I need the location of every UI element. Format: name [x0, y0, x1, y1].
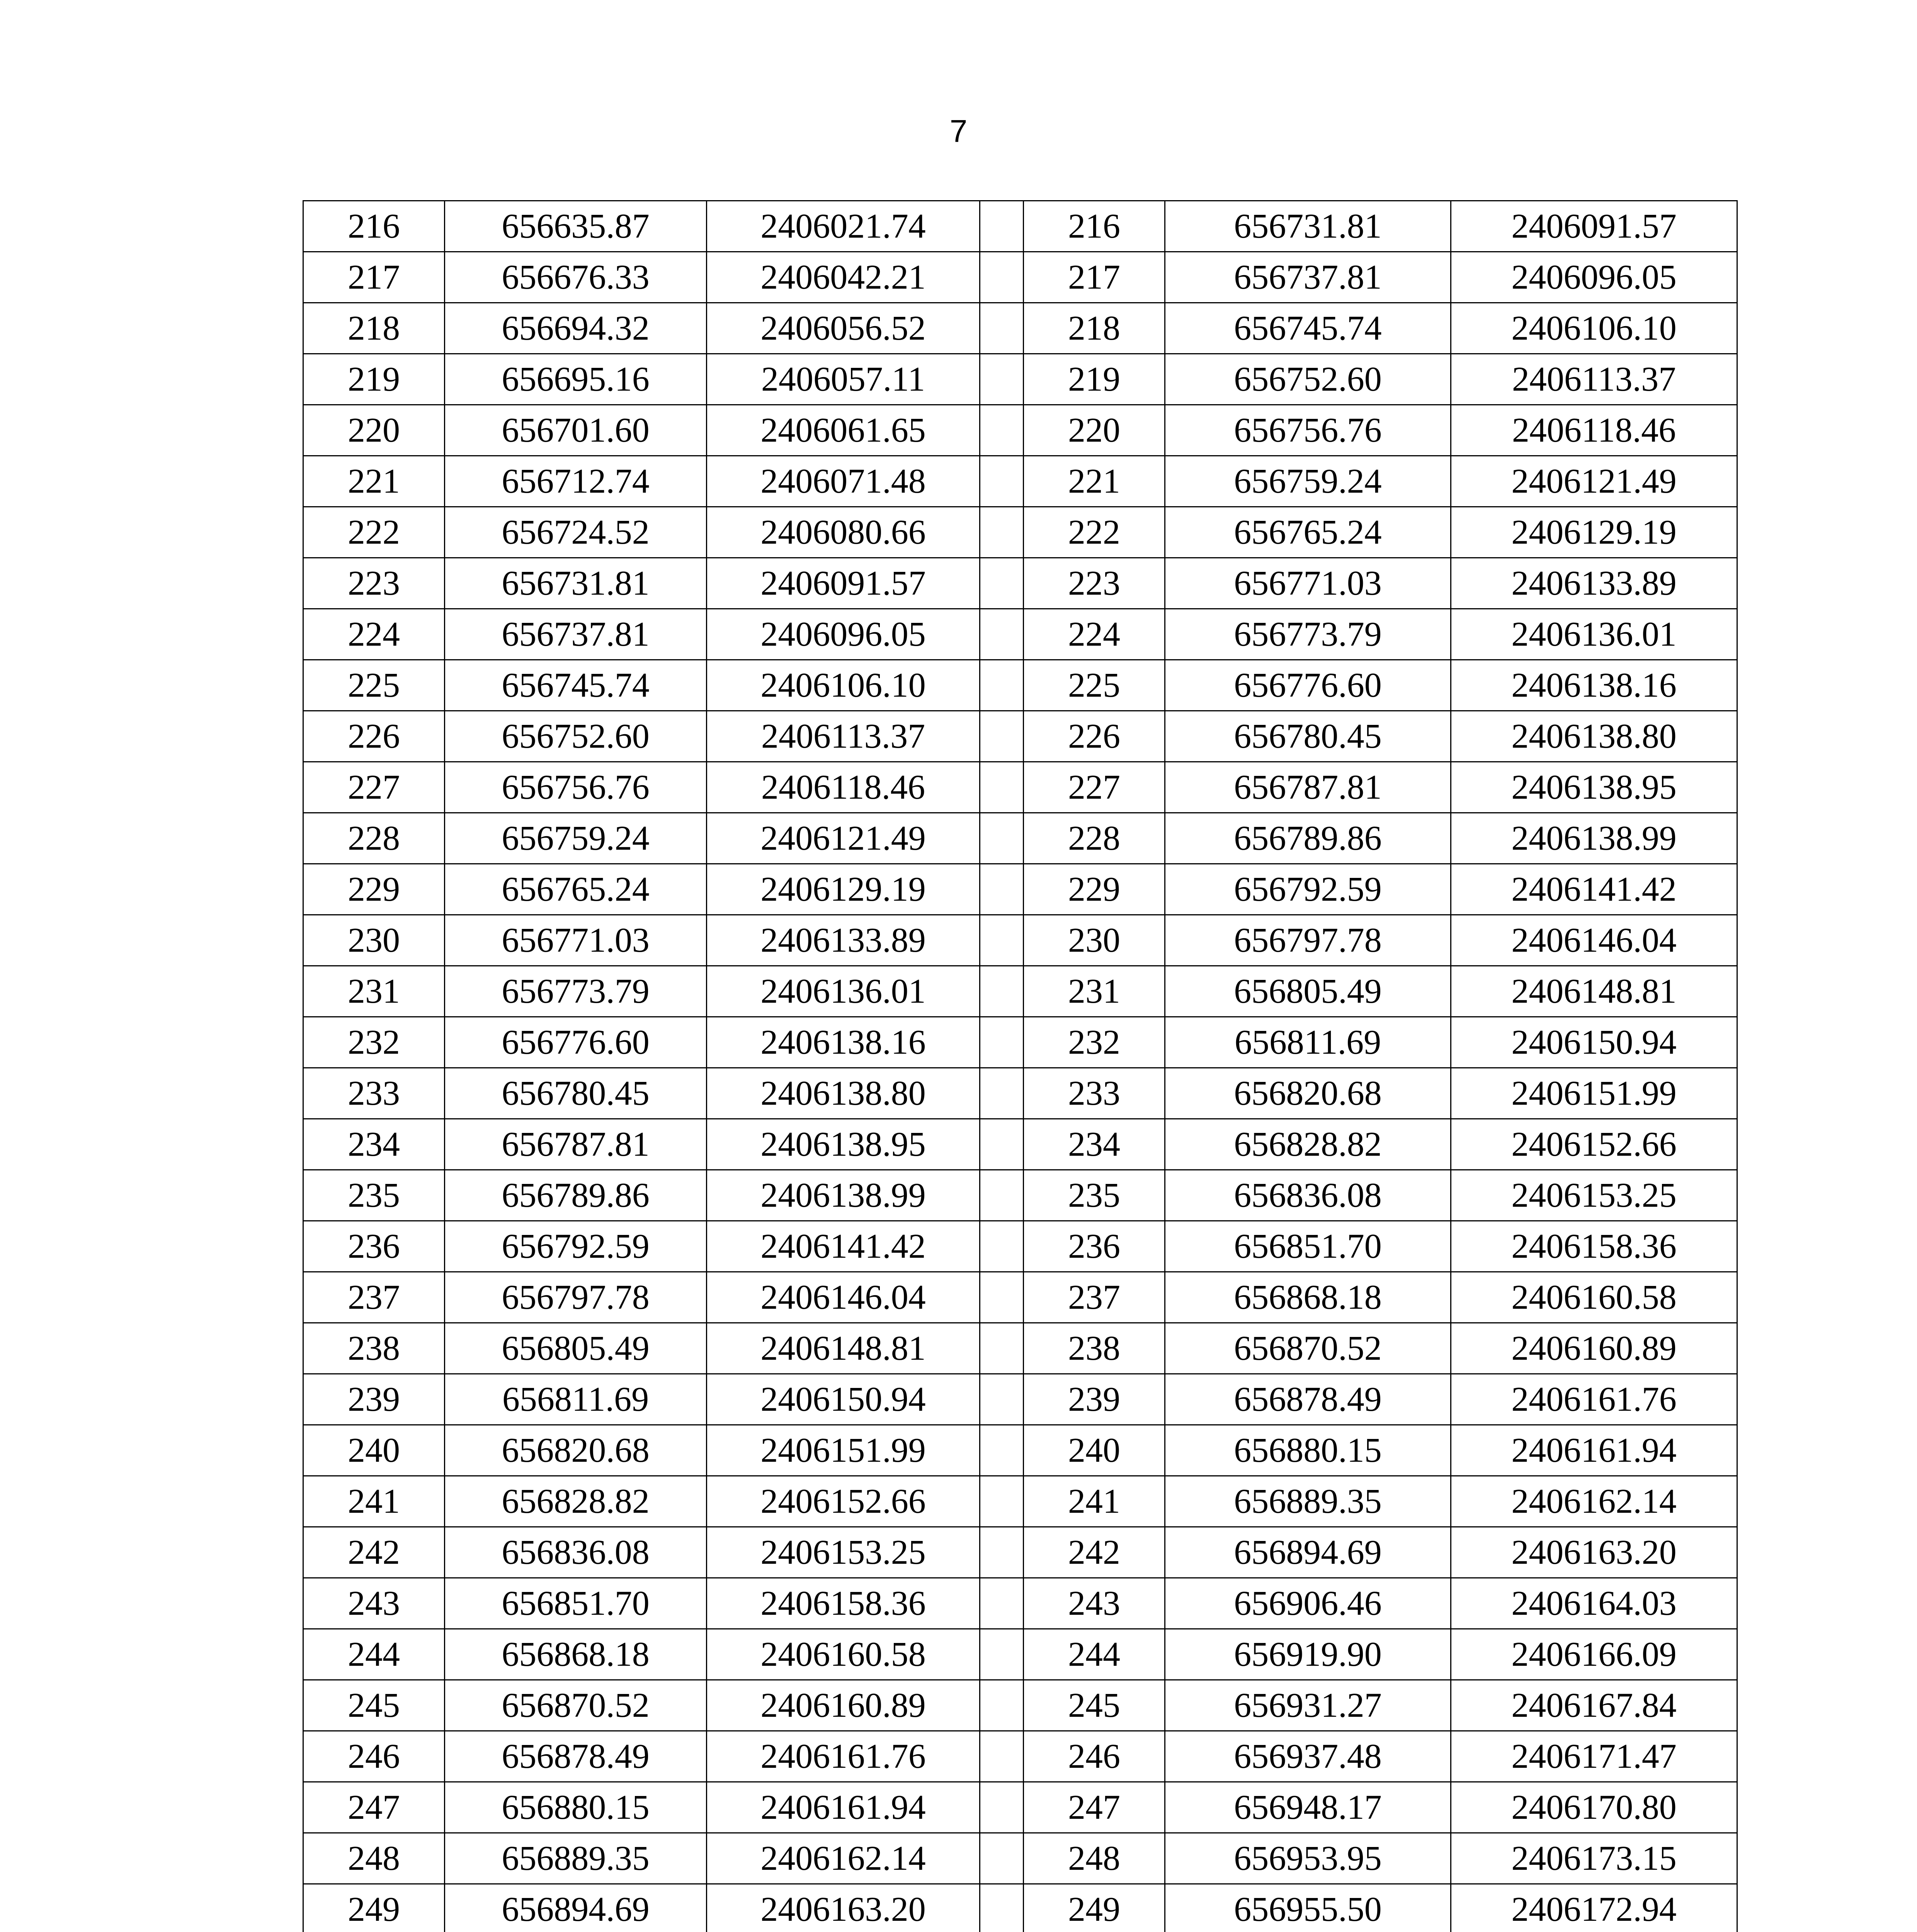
table-row: [303, 201, 1737, 252]
right-point-number-cell: 216: [1024, 201, 1165, 252]
separator-cell: [980, 609, 1024, 660]
separator-cell: [980, 864, 1024, 915]
table-row: [303, 1119, 1737, 1170]
table-row: [303, 864, 1737, 915]
right-x-coordinate-cell: 656811.69: [1165, 1017, 1451, 1068]
right-point-number-cell: 232: [1024, 1017, 1165, 1068]
separator-cell: [980, 1527, 1024, 1578]
left-point-number-cell: 246: [303, 1731, 445, 1782]
left-x-coordinate-cell: 656797.78: [445, 1272, 707, 1323]
table-row: [303, 1476, 1737, 1527]
left-x-coordinate-cell: 656745.74: [445, 660, 707, 711]
right-point-number-cell: 231: [1024, 966, 1165, 1017]
right-point-number-cell: 218: [1024, 303, 1165, 354]
left-x-coordinate-cell: 656756.76: [445, 762, 707, 813]
left-x-coordinate-cell: 656724.52: [445, 507, 707, 558]
right-point-number-cell: 226: [1024, 711, 1165, 762]
right-y-coordinate-cell: 2406158.36: [1451, 1221, 1737, 1272]
left-y-coordinate-cell: 2406148.81: [707, 1323, 980, 1374]
right-x-coordinate-cell: 656836.08: [1165, 1170, 1451, 1221]
right-x-coordinate-cell: 656894.69: [1165, 1527, 1451, 1578]
left-point-number-cell: 240: [303, 1425, 445, 1476]
left-y-coordinate-cell: 2406161.76: [707, 1731, 980, 1782]
left-point-number-cell: 249: [303, 1884, 445, 1932]
left-point-number-cell: 218: [303, 303, 445, 354]
separator-cell: [980, 1221, 1024, 1272]
separator-cell: [980, 1068, 1024, 1119]
right-point-number-cell: 244: [1024, 1629, 1165, 1680]
right-y-coordinate-cell: 2406160.58: [1451, 1272, 1737, 1323]
right-x-coordinate-cell: 656776.60: [1165, 660, 1451, 711]
coordinates-table: [303, 200, 1738, 1932]
table-row: [303, 762, 1737, 813]
right-y-coordinate-cell: 2406113.37: [1451, 354, 1737, 405]
table-row: [303, 507, 1737, 558]
right-y-coordinate-cell: 2406091.57: [1451, 201, 1737, 252]
left-x-coordinate-cell: 656701.60: [445, 405, 707, 456]
left-y-coordinate-cell: 2406096.05: [707, 609, 980, 660]
right-point-number-cell: 225: [1024, 660, 1165, 711]
separator-cell: [980, 711, 1024, 762]
left-x-coordinate-cell: 656811.69: [445, 1374, 707, 1425]
left-y-coordinate-cell: 2406151.99: [707, 1425, 980, 1476]
right-x-coordinate-cell: 656787.81: [1165, 762, 1451, 813]
left-x-coordinate-cell: 656787.81: [445, 1119, 707, 1170]
table-row: [303, 1374, 1737, 1425]
left-x-coordinate-cell: 656694.32: [445, 303, 707, 354]
table-row: [303, 813, 1737, 864]
right-x-coordinate-cell: 656931.27: [1165, 1680, 1451, 1731]
page-number: 7: [949, 114, 968, 149]
right-point-number-cell: 227: [1024, 762, 1165, 813]
right-point-number-cell: 222: [1024, 507, 1165, 558]
left-y-coordinate-cell: 2406138.80: [707, 1068, 980, 1119]
right-x-coordinate-cell: 656780.45: [1165, 711, 1451, 762]
table-row: [303, 1680, 1737, 1731]
left-y-coordinate-cell: 2406136.01: [707, 966, 980, 1017]
table-row: [303, 405, 1737, 456]
right-x-coordinate-cell: 656880.15: [1165, 1425, 1451, 1476]
right-y-coordinate-cell: 2406106.10: [1451, 303, 1737, 354]
right-y-coordinate-cell: 2406121.49: [1451, 456, 1737, 507]
table-row: [303, 1884, 1737, 1932]
left-x-coordinate-cell: 656780.45: [445, 1068, 707, 1119]
right-y-coordinate-cell: 2406146.04: [1451, 915, 1737, 966]
right-point-number-cell: 237: [1024, 1272, 1165, 1323]
right-y-coordinate-cell: 2406172.94: [1451, 1884, 1737, 1932]
right-x-coordinate-cell: 656851.70: [1165, 1221, 1451, 1272]
table-row: [303, 252, 1737, 303]
separator-cell: [980, 558, 1024, 609]
left-x-coordinate-cell: 656695.16: [445, 354, 707, 405]
separator-cell: [980, 1476, 1024, 1527]
left-point-number-cell: 238: [303, 1323, 445, 1374]
table-row: [303, 1629, 1737, 1680]
right-y-coordinate-cell: 2406171.47: [1451, 1731, 1737, 1782]
left-point-number-cell: 219: [303, 354, 445, 405]
left-x-coordinate-cell: 656737.81: [445, 609, 707, 660]
left-y-coordinate-cell: 2406162.14: [707, 1833, 980, 1884]
separator-cell: [980, 1884, 1024, 1932]
right-y-coordinate-cell: 2406161.94: [1451, 1425, 1737, 1476]
right-point-number-cell: 234: [1024, 1119, 1165, 1170]
table-row: [303, 354, 1737, 405]
left-point-number-cell: 222: [303, 507, 445, 558]
right-y-coordinate-cell: 2406173.15: [1451, 1833, 1737, 1884]
left-y-coordinate-cell: 2406113.37: [707, 711, 980, 762]
right-point-number-cell: 239: [1024, 1374, 1165, 1425]
right-x-coordinate-cell: 656759.24: [1165, 456, 1451, 507]
left-y-coordinate-cell: 2406138.95: [707, 1119, 980, 1170]
right-y-coordinate-cell: 2406129.19: [1451, 507, 1737, 558]
right-x-coordinate-cell: 656889.35: [1165, 1476, 1451, 1527]
right-x-coordinate-cell: 656906.46: [1165, 1578, 1451, 1629]
table-row: [303, 1170, 1737, 1221]
separator-cell: [980, 762, 1024, 813]
right-y-coordinate-cell: 2406152.66: [1451, 1119, 1737, 1170]
left-point-number-cell: 221: [303, 456, 445, 507]
right-x-coordinate-cell: 656820.68: [1165, 1068, 1451, 1119]
right-x-coordinate-cell: 656805.49: [1165, 966, 1451, 1017]
left-y-coordinate-cell: 2406106.10: [707, 660, 980, 711]
left-point-number-cell: 241: [303, 1476, 445, 1527]
left-x-coordinate-cell: 656805.49: [445, 1323, 707, 1374]
left-point-number-cell: 220: [303, 405, 445, 456]
right-point-number-cell: 246: [1024, 1731, 1165, 1782]
left-y-coordinate-cell: 2406129.19: [707, 864, 980, 915]
right-x-coordinate-cell: 656797.78: [1165, 915, 1451, 966]
separator-cell: [980, 1629, 1024, 1680]
right-x-coordinate-cell: 656937.48: [1165, 1731, 1451, 1782]
table-row: [303, 711, 1737, 762]
right-x-coordinate-cell: 656792.59: [1165, 864, 1451, 915]
right-y-coordinate-cell: 2406160.89: [1451, 1323, 1737, 1374]
right-x-coordinate-cell: 656919.90: [1165, 1629, 1451, 1680]
table-row: [303, 966, 1737, 1017]
left-x-coordinate-cell: 656635.87: [445, 201, 707, 252]
separator-cell: [980, 303, 1024, 354]
right-x-coordinate-cell: 656948.17: [1165, 1782, 1451, 1833]
left-x-coordinate-cell: 656759.24: [445, 813, 707, 864]
left-point-number-cell: 224: [303, 609, 445, 660]
right-point-number-cell: 238: [1024, 1323, 1165, 1374]
right-point-number-cell: 219: [1024, 354, 1165, 405]
left-point-number-cell: 231: [303, 966, 445, 1017]
left-y-coordinate-cell: 2406138.99: [707, 1170, 980, 1221]
separator-cell: [980, 813, 1024, 864]
separator-cell: [980, 1680, 1024, 1731]
left-y-coordinate-cell: 2406153.25: [707, 1527, 980, 1578]
right-y-coordinate-cell: 2406164.03: [1451, 1578, 1737, 1629]
left-y-coordinate-cell: 2406150.94: [707, 1374, 980, 1425]
separator-cell: [980, 915, 1024, 966]
separator-cell: [980, 1833, 1024, 1884]
left-point-number-cell: 244: [303, 1629, 445, 1680]
separator-cell: [980, 660, 1024, 711]
left-y-coordinate-cell: 2406121.49: [707, 813, 980, 864]
right-point-number-cell: 230: [1024, 915, 1165, 966]
left-point-number-cell: 236: [303, 1221, 445, 1272]
separator-cell: [980, 1323, 1024, 1374]
left-point-number-cell: 232: [303, 1017, 445, 1068]
table-row: [303, 609, 1737, 660]
left-point-number-cell: 245: [303, 1680, 445, 1731]
right-point-number-cell: 242: [1024, 1527, 1165, 1578]
left-point-number-cell: 248: [303, 1833, 445, 1884]
left-point-number-cell: 242: [303, 1527, 445, 1578]
left-x-coordinate-cell: 656836.08: [445, 1527, 707, 1578]
right-y-coordinate-cell: 2406138.16: [1451, 660, 1737, 711]
right-y-coordinate-cell: 2406170.80: [1451, 1782, 1737, 1833]
left-y-coordinate-cell: 2406152.66: [707, 1476, 980, 1527]
left-x-coordinate-cell: 656773.79: [445, 966, 707, 1017]
right-y-coordinate-cell: 2406167.84: [1451, 1680, 1737, 1731]
left-x-coordinate-cell: 656889.35: [445, 1833, 707, 1884]
left-x-coordinate-cell: 656828.82: [445, 1476, 707, 1527]
right-x-coordinate-cell: 656745.74: [1165, 303, 1451, 354]
right-x-coordinate-cell: 656955.50: [1165, 1884, 1451, 1932]
left-x-coordinate-cell: 656776.60: [445, 1017, 707, 1068]
separator-cell: [980, 1578, 1024, 1629]
table-row: [303, 558, 1737, 609]
right-x-coordinate-cell: 656771.03: [1165, 558, 1451, 609]
left-point-number-cell: 237: [303, 1272, 445, 1323]
left-y-coordinate-cell: 2406021.74: [707, 201, 980, 252]
left-point-number-cell: 230: [303, 915, 445, 966]
left-y-coordinate-cell: 2406141.42: [707, 1221, 980, 1272]
separator-cell: [980, 1119, 1024, 1170]
right-point-number-cell: 233: [1024, 1068, 1165, 1119]
left-y-coordinate-cell: 2406160.58: [707, 1629, 980, 1680]
left-y-coordinate-cell: 2406133.89: [707, 915, 980, 966]
left-x-coordinate-cell: 656731.81: [445, 558, 707, 609]
right-point-number-cell: 236: [1024, 1221, 1165, 1272]
left-x-coordinate-cell: 656894.69: [445, 1884, 707, 1932]
right-point-number-cell: 221: [1024, 456, 1165, 507]
separator-cell: [980, 966, 1024, 1017]
right-point-number-cell: 235: [1024, 1170, 1165, 1221]
right-x-coordinate-cell: 656765.24: [1165, 507, 1451, 558]
table-row: [303, 1323, 1737, 1374]
right-y-coordinate-cell: 2406138.99: [1451, 813, 1737, 864]
separator-cell: [980, 1272, 1024, 1323]
right-y-coordinate-cell: 2406138.80: [1451, 711, 1737, 762]
table-row: [303, 915, 1737, 966]
right-x-coordinate-cell: 656868.18: [1165, 1272, 1451, 1323]
right-y-coordinate-cell: 2406138.95: [1451, 762, 1737, 813]
left-x-coordinate-cell: 656880.15: [445, 1782, 707, 1833]
right-x-coordinate-cell: 656953.95: [1165, 1833, 1451, 1884]
left-point-number-cell: 234: [303, 1119, 445, 1170]
table-row: [303, 1017, 1737, 1068]
left-x-coordinate-cell: 656676.33: [445, 252, 707, 303]
table-row: [303, 303, 1737, 354]
left-y-coordinate-cell: 2406138.16: [707, 1017, 980, 1068]
left-y-coordinate-cell: 2406042.21: [707, 252, 980, 303]
left-x-coordinate-cell: 656789.86: [445, 1170, 707, 1221]
table-row: [303, 1527, 1737, 1578]
right-y-coordinate-cell: 2406161.76: [1451, 1374, 1737, 1425]
left-x-coordinate-cell: 656851.70: [445, 1578, 707, 1629]
left-point-number-cell: 235: [303, 1170, 445, 1221]
left-y-coordinate-cell: 2406160.89: [707, 1680, 980, 1731]
left-x-coordinate-cell: 656752.60: [445, 711, 707, 762]
table-row: [303, 1068, 1737, 1119]
separator-cell: [980, 1374, 1024, 1425]
table-row: [303, 1731, 1737, 1782]
right-y-coordinate-cell: 2406141.42: [1451, 864, 1737, 915]
right-y-coordinate-cell: 2406148.81: [1451, 966, 1737, 1017]
right-point-number-cell: 245: [1024, 1680, 1165, 1731]
left-y-coordinate-cell: 2406158.36: [707, 1578, 980, 1629]
separator-cell: [980, 507, 1024, 558]
table-row: [303, 1782, 1737, 1833]
table-row: [303, 1272, 1737, 1323]
coordinates-table-body: [303, 201, 1737, 1932]
left-x-coordinate-cell: 656878.49: [445, 1731, 707, 1782]
right-point-number-cell: 228: [1024, 813, 1165, 864]
right-x-coordinate-cell: 656828.82: [1165, 1119, 1451, 1170]
left-point-number-cell: 216: [303, 201, 445, 252]
left-point-number-cell: 233: [303, 1068, 445, 1119]
left-x-coordinate-cell: 656820.68: [445, 1425, 707, 1476]
left-point-number-cell: 228: [303, 813, 445, 864]
right-y-coordinate-cell: 2406162.14: [1451, 1476, 1737, 1527]
separator-cell: [980, 1170, 1024, 1221]
separator-cell: [980, 405, 1024, 456]
right-y-coordinate-cell: 2406136.01: [1451, 609, 1737, 660]
left-x-coordinate-cell: 656868.18: [445, 1629, 707, 1680]
left-point-number-cell: 225: [303, 660, 445, 711]
left-point-number-cell: 223: [303, 558, 445, 609]
right-y-coordinate-cell: 2406118.46: [1451, 405, 1737, 456]
separator-cell: [980, 1017, 1024, 1068]
left-x-coordinate-cell: 656765.24: [445, 864, 707, 915]
left-point-number-cell: 217: [303, 252, 445, 303]
right-point-number-cell: 224: [1024, 609, 1165, 660]
left-y-coordinate-cell: 2406057.11: [707, 354, 980, 405]
right-y-coordinate-cell: 2406150.94: [1451, 1017, 1737, 1068]
right-y-coordinate-cell: 2406163.20: [1451, 1527, 1737, 1578]
left-x-coordinate-cell: 656870.52: [445, 1680, 707, 1731]
right-x-coordinate-cell: 656731.81: [1165, 201, 1451, 252]
right-x-coordinate-cell: 656878.49: [1165, 1374, 1451, 1425]
left-x-coordinate-cell: 656792.59: [445, 1221, 707, 1272]
left-y-coordinate-cell: 2406091.57: [707, 558, 980, 609]
separator-cell: [980, 201, 1024, 252]
right-y-coordinate-cell: 2406133.89: [1451, 558, 1737, 609]
left-point-number-cell: 247: [303, 1782, 445, 1833]
right-x-coordinate-cell: 656789.86: [1165, 813, 1451, 864]
right-point-number-cell: 247: [1024, 1782, 1165, 1833]
right-point-number-cell: 217: [1024, 252, 1165, 303]
right-point-number-cell: 220: [1024, 405, 1165, 456]
right-y-coordinate-cell: 2406151.99: [1451, 1068, 1737, 1119]
left-x-coordinate-cell: 656712.74: [445, 456, 707, 507]
right-x-coordinate-cell: 656737.81: [1165, 252, 1451, 303]
separator-cell: [980, 1782, 1024, 1833]
left-y-coordinate-cell: 2406061.65: [707, 405, 980, 456]
left-y-coordinate-cell: 2406071.48: [707, 456, 980, 507]
separator-cell: [980, 354, 1024, 405]
table-row: [303, 1578, 1737, 1629]
table-row: [303, 456, 1737, 507]
separator-cell: [980, 252, 1024, 303]
table-row: [303, 1833, 1737, 1884]
right-x-coordinate-cell: 656773.79: [1165, 609, 1451, 660]
separator-cell: [980, 1425, 1024, 1476]
right-y-coordinate-cell: 2406153.25: [1451, 1170, 1737, 1221]
right-x-coordinate-cell: 656870.52: [1165, 1323, 1451, 1374]
left-y-coordinate-cell: 2406056.52: [707, 303, 980, 354]
right-point-number-cell: 223: [1024, 558, 1165, 609]
left-y-coordinate-cell: 2406146.04: [707, 1272, 980, 1323]
table-row: [303, 660, 1737, 711]
left-y-coordinate-cell: 2406161.94: [707, 1782, 980, 1833]
left-point-number-cell: 226: [303, 711, 445, 762]
table-row: [303, 1425, 1737, 1476]
right-point-number-cell: 243: [1024, 1578, 1165, 1629]
right-point-number-cell: 229: [1024, 864, 1165, 915]
left-point-number-cell: 239: [303, 1374, 445, 1425]
right-x-coordinate-cell: 656756.76: [1165, 405, 1451, 456]
left-y-coordinate-cell: 2406080.66: [707, 507, 980, 558]
left-point-number-cell: 243: [303, 1578, 445, 1629]
right-point-number-cell: 241: [1024, 1476, 1165, 1527]
separator-cell: [980, 456, 1024, 507]
table-row: [303, 1221, 1737, 1272]
left-y-coordinate-cell: 2406118.46: [707, 762, 980, 813]
separator-cell: [980, 1731, 1024, 1782]
right-point-number-cell: 248: [1024, 1833, 1165, 1884]
right-y-coordinate-cell: 2406166.09: [1451, 1629, 1737, 1680]
left-x-coordinate-cell: 656771.03: [445, 915, 707, 966]
right-y-coordinate-cell: 2406096.05: [1451, 252, 1737, 303]
left-point-number-cell: 227: [303, 762, 445, 813]
right-x-coordinate-cell: 656752.60: [1165, 354, 1451, 405]
right-point-number-cell: 240: [1024, 1425, 1165, 1476]
left-y-coordinate-cell: 2406163.20: [707, 1884, 980, 1932]
right-point-number-cell: 249: [1024, 1884, 1165, 1932]
left-point-number-cell: 229: [303, 864, 445, 915]
